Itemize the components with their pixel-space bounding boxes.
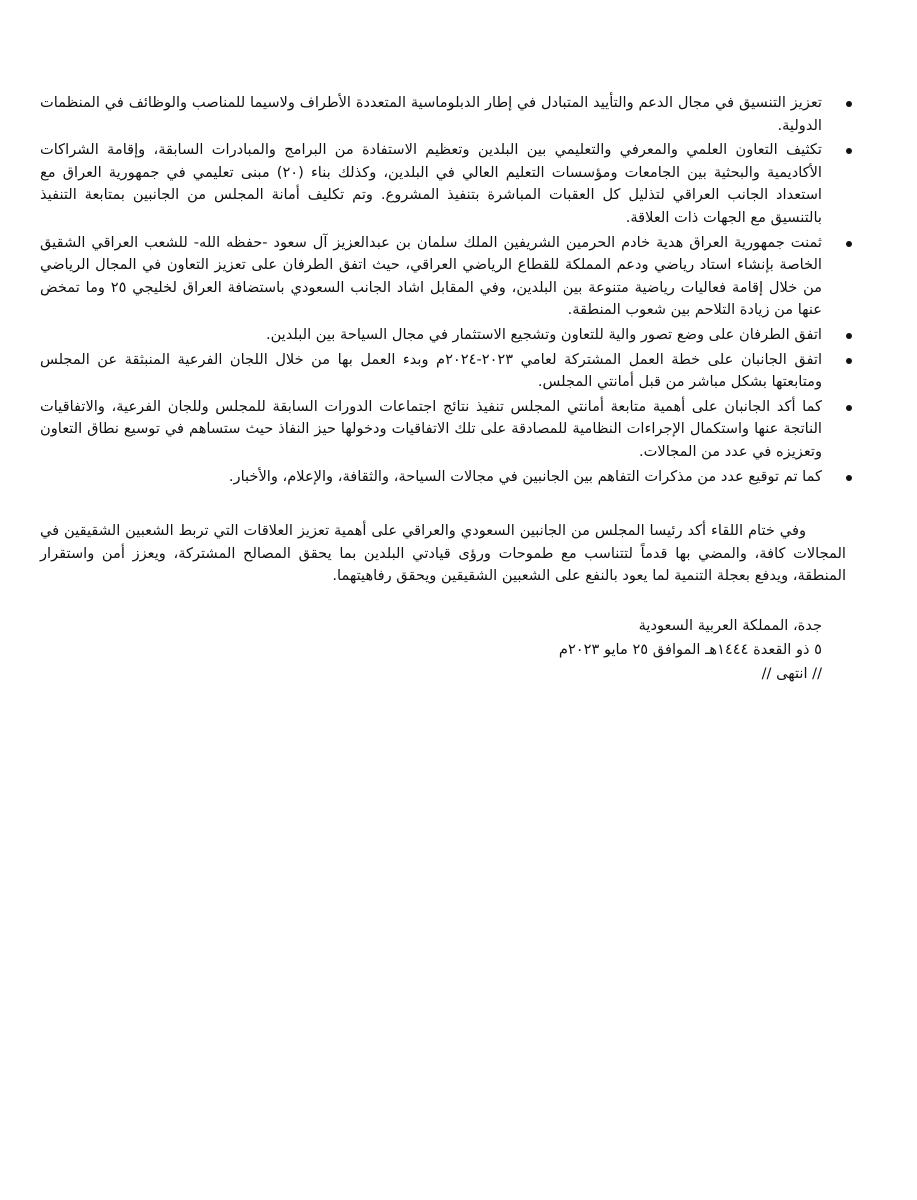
document-body xyxy=(40,92,846,686)
bullet-icon xyxy=(846,148,852,154)
list-item-text: اتفق الجانبان على خطة العمل المشتركة لعامي ٢٠٢٣-٢٠٢٤م وبدء العمل بها من خلال اللجان الفرعية المنبثقة عن المجلس ومتابعتها بشكل مباشر من قبل أمانتي المجلس. xyxy=(40,350,823,391)
list-item-text: ثمنت جمهورية العراق هدية خادم الحرمين الشريفين الملك سلمان بن عبدالعزيز آل سعود -حفظه الله- للشعب العراقي الشقيق الخاصة بإنشاء استاد رياضي ودعم المملكة للقطاع الرياضي العراقي، حيث اتفق الطرفان على تعزيز التعاون في المجال الرياضي من خلال إقامة فعاليات رياضية متنوعة بين البلدين، وفي المقابل اشاد الجانب السعودي باستضافة العراق لخليجي ٢٥ وما تمخض عنها من زيادة التلاحم بين شعوب المنطقة. xyxy=(40,233,822,319)
end-mark: // انتهى // xyxy=(761,664,822,682)
signoff-date: ٥ ذو القعدة ١٤٤٤هـ الموافق ٢٥ مايو ٢٠٢٣م xyxy=(558,640,822,658)
list-item xyxy=(40,396,846,464)
list-item-text: تكثيف التعاون العلمي والمعرفي والتعليمي بين البلدين وتعظيم الاستفادة من البرامج والمبادرات السابقة، وإقامة الشراكات الأكاديمية والبحثية بين الجامعات ومؤسسات التعليم العالي في البلدين، وكذلك بناء (٢٠) مبنى تعليمي في جمهورية العراق مع استعداد الجانب العراقي لتذليل كل العقبات المباشرة بتنفيذ المشروع. وتم تكليف أمانة المجلس من الجانبين بمتابعة التنفيذ بالتنسيق مع الجهات ذات العلاقة. xyxy=(40,141,822,226)
list-item xyxy=(40,349,846,394)
list-item xyxy=(40,466,846,489)
bullet-icon xyxy=(846,241,852,247)
signoff-block xyxy=(40,614,846,686)
agreement-bullet-list xyxy=(40,92,846,488)
signoff-place: جدة، المملكة العربية السعودية xyxy=(638,616,822,634)
closing-paragraph: وفي ختام اللقاء أكد رئيسا المجلس من الجانبين السعودي والعراقي على أهمية تعزيز العلاقات التي تربط الشعبين الشقيقين في المجالات كافة، والمضي بها قدماً لتتناسب مع طموحات ورؤى قيادتي البلدين بما يحقق المصالح المشتركة، ويعزز أمن واستقرار المنطقة، ويدفع بعجلة التنمية لما يعود بالنفع على الشعبين الشقيقين ويحقق رفاهيتهما. xyxy=(40,522,846,585)
list-item xyxy=(40,324,846,347)
list-item xyxy=(40,232,846,322)
list-item-text: كما تم توقيع عدد من مذكرات التفاهم بين الجانبين في مجالات السياحة، والثقافة، والإعلام، والأخبار. xyxy=(228,467,822,485)
bullet-icon xyxy=(846,101,852,107)
bullet-icon xyxy=(846,475,852,481)
bullet-icon xyxy=(846,405,852,411)
list-item-text: كما أكد الجانبان على أهمية متابعة أمانتي المجلس تنفيذ نتائج اجتماعات الدورات السابقة للمجلس وللجان الفرعية، والاتفاقيات الناتجة عنها واستكمال الإجراءات النظامية للمصادقة على تلك الاتفاقيات ودخولها حيز النفاذ حيث ستساهم في توسيع نطاق التعاون وتعزيزه في عدد من المجالات. xyxy=(40,397,822,460)
list-item xyxy=(40,92,846,137)
bullet-icon xyxy=(846,333,852,339)
list-item-text: تعزيز التنسيق في مجال الدعم والتأييد المتبادل في إطار الدبلوماسية المتعددة الأطراف ولاسيما للمناصب والوظائف في المنظمات الدولية. xyxy=(40,94,822,134)
list-item xyxy=(40,139,846,229)
list-item-text: اتفق الطرفان على وضع تصور والية للتعاون وتشجيع الاستثمار في مجال السياحة بين البلدين. xyxy=(265,325,822,343)
bullet-icon xyxy=(846,358,852,364)
